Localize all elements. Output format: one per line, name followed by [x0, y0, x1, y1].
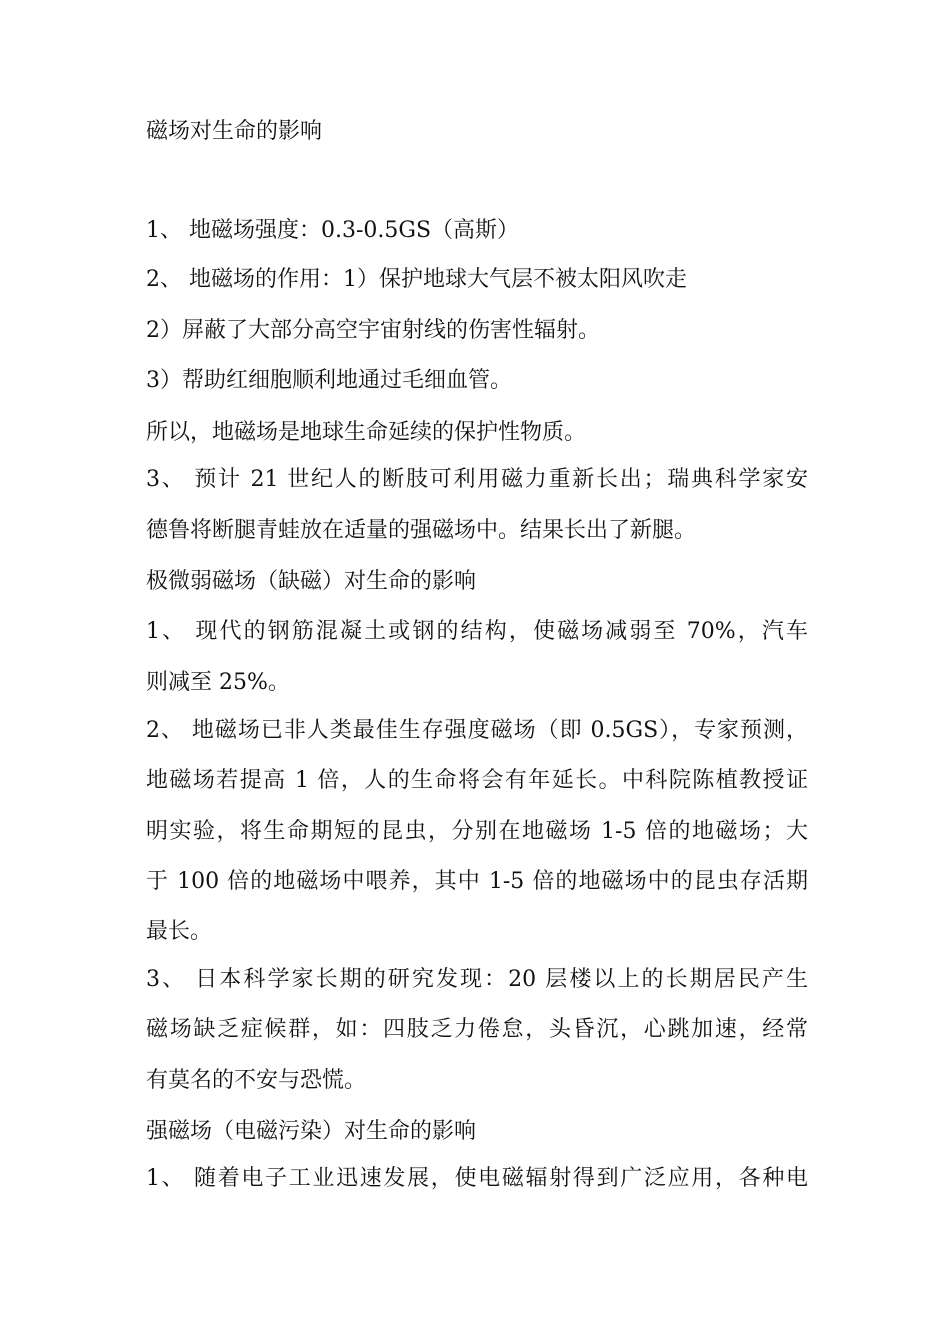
- text-line: 明实验，将生命期短的昆虫，分别在地磁场 1-5 倍的地磁场；大: [146, 819, 808, 844]
- text-line: 德鲁将断腿青蛙放在适量的强磁场中。结果长出了新腿。: [146, 518, 697, 543]
- text-line: 则减至 25%。: [146, 670, 290, 695]
- text-line: 2、 地磁场已非人类最佳生存强度磁场（即 0.5GS），专家预测，: [146, 718, 808, 743]
- text-line: 所以，地磁场是地球生命延续的保护性物质。: [146, 420, 587, 445]
- text-line: 1、 地磁场强度：0.3-0.5GS（高斯）: [146, 218, 520, 243]
- text-line: 2）屏蔽了大部分高空宇宙射线的伤害性辐射。: [146, 318, 600, 343]
- text-line: 有莫名的不安与恐慌。: [146, 1068, 367, 1093]
- text-line: 1、 随着电子工业迅速发展，使电磁辐射得到广泛应用，各种电: [146, 1166, 808, 1191]
- section-heading: 极微弱磁场（缺磁）对生命的影响: [146, 569, 477, 594]
- text-line: 1、 现代的钢筋混凝土或钢的结构，使磁场减弱至 70%，汽车: [146, 619, 808, 644]
- text-line: 地磁场若提高 1 倍，人的生命将会有年延长。中科院陈植教授证: [146, 768, 808, 793]
- text-line: 磁场缺乏症候群，如：四肢乏力倦怠，头昏沉，心跳加速，经常: [146, 1017, 808, 1042]
- document-title: 磁场对生命的影响: [146, 119, 323, 144]
- text-line: 3、 预计 21 世纪人的断肢可利用磁力重新长出；瑞典科学家安: [146, 467, 808, 492]
- text-line: 于 100 倍的地磁场中喂养，其中 1-5 倍的地磁场中的昆虫存活期: [146, 869, 808, 894]
- text-line: 3、 日本科学家长期的研究发现：20 层楼以上的长期居民产生: [146, 967, 808, 992]
- text-line: 3）帮助红细胞顺利地通过毛细血管。: [146, 368, 512, 393]
- text-line: 2、 地磁场的作用：1）保护地球大气层不被太阳风吹走: [146, 267, 687, 292]
- section-heading: 强磁场（电磁污染）对生命的影响: [146, 1119, 477, 1144]
- text-line: 最长。: [146, 919, 213, 944]
